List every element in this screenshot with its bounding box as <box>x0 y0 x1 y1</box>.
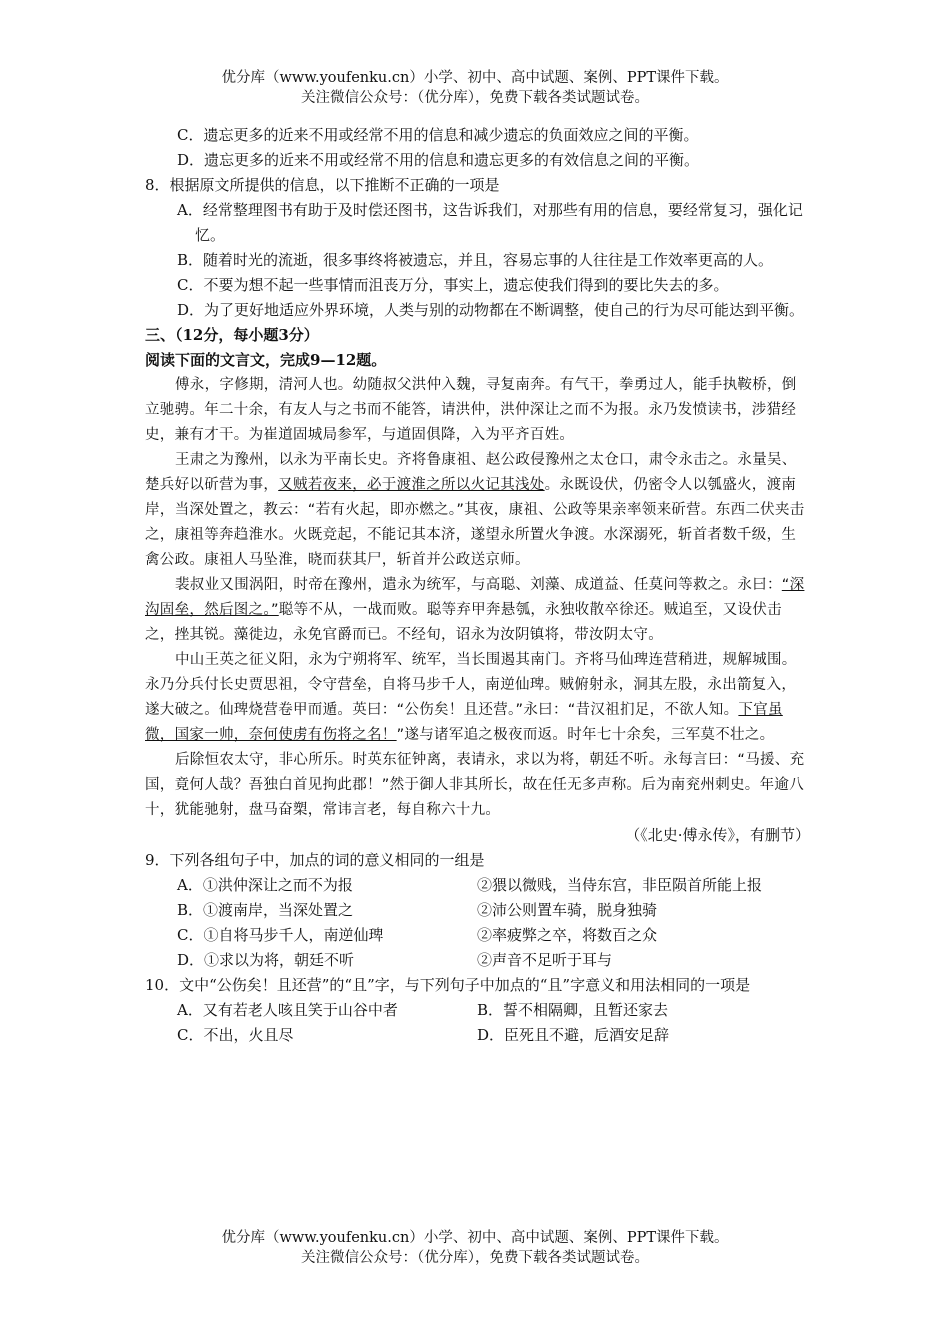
q8-option-c: C．不要为想不起一些事情而沮丧万分，事实上，遗忘使我们得到的要比失去的多。 <box>177 276 729 294</box>
q9-c-left: C．①自将马步千人，南逆仙琕 <box>177 926 384 944</box>
q9-row-d <box>145 948 810 973</box>
page-footer <box>0 1228 950 1268</box>
q7-option-d: D．遗忘更多的近来不用或经常不用的信息和遗忘更多的有效信息之间的平衡。 <box>177 151 700 169</box>
passage-p4-part-b: ”遂与诸军追之极夜而返。时年七十余矣，三军莫不壮之。 <box>396 727 775 743</box>
passage-source: （《北史·傅永传》，有删节） <box>625 826 810 844</box>
passage-paragraph-2 <box>145 448 810 573</box>
header-line-2: 关注微信公众号：（优分库），免费下载各类试题试卷。 <box>301 90 649 106</box>
q10-row-1 <box>145 998 810 1023</box>
header-line-1: 优分库（www.youfenku.cn）小学、初中、高中试题、案例、PPT课件下载。 <box>221 70 729 86</box>
passage-p4-part-a: 中山王英之征义阳，永为宁朔将军、统军，当长围遏其南门。齐将马仙琕连营稍进，规解城围。永乃分兵付长史贾思祖，令守营垒，自将马步千人，南逆仙琕。贼俯射永，洞其左股，永出箭复入，遂大破之。仙琕烧营卷甲而遁。英曰：“公伤矣！且还营。”永曰：“昔汉祖扪足，不欲人知。 <box>145 652 797 718</box>
page-header <box>0 68 950 108</box>
q9-row-b <box>145 898 810 923</box>
underlined-sentence-2: “深沟固垒，然后图之。” <box>145 577 805 618</box>
q9-d-right: ②声音不足听于耳与 <box>477 951 613 969</box>
q9-b-left: B．①渡南岸，当深处置之 <box>177 901 354 919</box>
q10-option-b: B．誓不相隔卿，且暂还家去 <box>477 1001 669 1019</box>
q10-stem: 10．文中“公伤矣！且还营”的“且”字，与下列句子中加点的“且”字意义和用法相同的一项是 <box>145 976 751 994</box>
q8-stem: 8．根据原文所提供的信息，以下推断不正确的一项是 <box>145 176 500 194</box>
q9-c-right: ②率疲弊之卒，将数百之众 <box>477 926 658 944</box>
q9-stem: 9．下列各组句子中，加点的词的意义相同的一组是 <box>145 851 485 869</box>
section-3-title: 三、（12分，每小题3分） <box>145 326 319 344</box>
document-body <box>145 123 810 1048</box>
passage-p3-part-b: 聪等不从，一战而败。聪等弃甲奔悬瓠，永独收散卒徐还。贼追至，又设伏击之，挫其锐。藻徙边，永免官爵而已。不经旬，诏永为汝阴镇将，带汝阴太守。 <box>145 602 782 643</box>
passage-paragraph-3 <box>145 573 810 648</box>
q8-option-a: A．经常整理图书有助于及时偿还图书，这告诉我们，对那些有用的信息，要经常复习，强化记忆。 <box>177 201 803 244</box>
q9-row-a <box>145 873 810 898</box>
passage-paragraph-4 <box>145 648 810 748</box>
q9-b-right: ②沛公则置车骑，脱身独骑 <box>477 901 658 919</box>
q9-a-right: ②猥以微贱，当侍东宫，非臣陨首所能上报 <box>477 876 763 894</box>
passage-paragraph-1: 傅永，字修期，清河人也。幼随叔父洪仲入魏，寻复南奔。有气干，拳勇过人，能手执鞍桥，倒立驰骋。年二十余，有友人与之书而不能答，请洪仲，洪仲深让之而不为报。永乃发愤读书，涉猎经史，兼有才干。为崔道固城局参军，与道固俱降，入为平齐百姓。 <box>145 377 797 443</box>
q9-a-left: A．①洪仲深让之而不为报 <box>177 876 353 894</box>
q10-option-d: D．臣死且不避，卮酒安足辞 <box>477 1026 670 1044</box>
q10-row-2 <box>145 1023 810 1048</box>
q8-option-b: B．随着时光的流逝，很多事终将被遗忘，并且，容易忘事的人往往是工作效率更高的人。 <box>177 251 774 269</box>
q8-option-d: D．为了更好地适应外界环境，人类与别的动物都在不断调整，使自己的行为尽可能达到平衡。 <box>177 301 805 319</box>
footer-line-2: 关注微信公众号：（优分库），免费下载各类试题试卷。 <box>301 1250 649 1266</box>
underlined-sentence-1: 又贼若夜来，必于渡淮之所以火记其浅处 <box>278 477 545 493</box>
underlined-sentence-3: 下官虽微，国家一帅，奈何使虏有伤将之名！ <box>145 702 783 743</box>
section-3-instruction: 阅读下面的文言文，完成9—12题。 <box>145 351 387 369</box>
passage-p3-part-a: 裴叔业又围涡阳，时帝在豫州，遣永为统军，与高聪、刘藻、成道益、任莫问等救之。永曰： <box>175 577 782 593</box>
q9-d-left: D．①求以为将，朝廷不听 <box>177 951 355 969</box>
passage-p2-part-a: 王肃之为豫州，以永为平南长史。齐将鲁康祖、赵公政侵豫州之太仓口，肃令永击之。永量吴、楚兵好以斫营为事， <box>145 452 797 493</box>
q10-option-c: C．不出，火且尽 <box>177 1026 294 1044</box>
q9-row-c <box>145 923 810 948</box>
q7-option-c: C．遗忘更多的近来不用或经常不用的信息和减少遗忘的负面效应之间的平衡。 <box>177 126 699 144</box>
footer-line-1: 优分库（www.youfenku.cn）小学、初中、高中试题、案例、PPT课件下载。 <box>221 1230 729 1246</box>
q10-option-a: A．又有若老人咳且笑于山谷中者 <box>177 1001 398 1019</box>
passage-paragraph-5: 后除恒农太守，非心所乐。时英东征钟离，表请永，求以为将，朝廷不听。永每言曰：“马援、充国，竟何人哉？吾独白首见拘此郡！”然于御人非其所长，故在任无多声称。后为南兖州刺史。年逾八十，犹能驰射，盘马奋槊，常讳言老，每自称六十九。 <box>145 752 805 818</box>
passage-p2-part-b: 。永既设伏，仍密令人以瓠盛火，渡南岸，当深处置之，教云：“若有火起，即亦燃之。”其夜，康祖、公政等果亲率领来斫营。东西二伏夹击之，康祖等奔趋淮水。火既竞起，不能记其本济，遂望永所置火争渡。水深溺死，斩首者数千级，生禽公政。康祖人马坠淮，晓而获其尸，斩首并公政送京师。 <box>145 477 805 568</box>
